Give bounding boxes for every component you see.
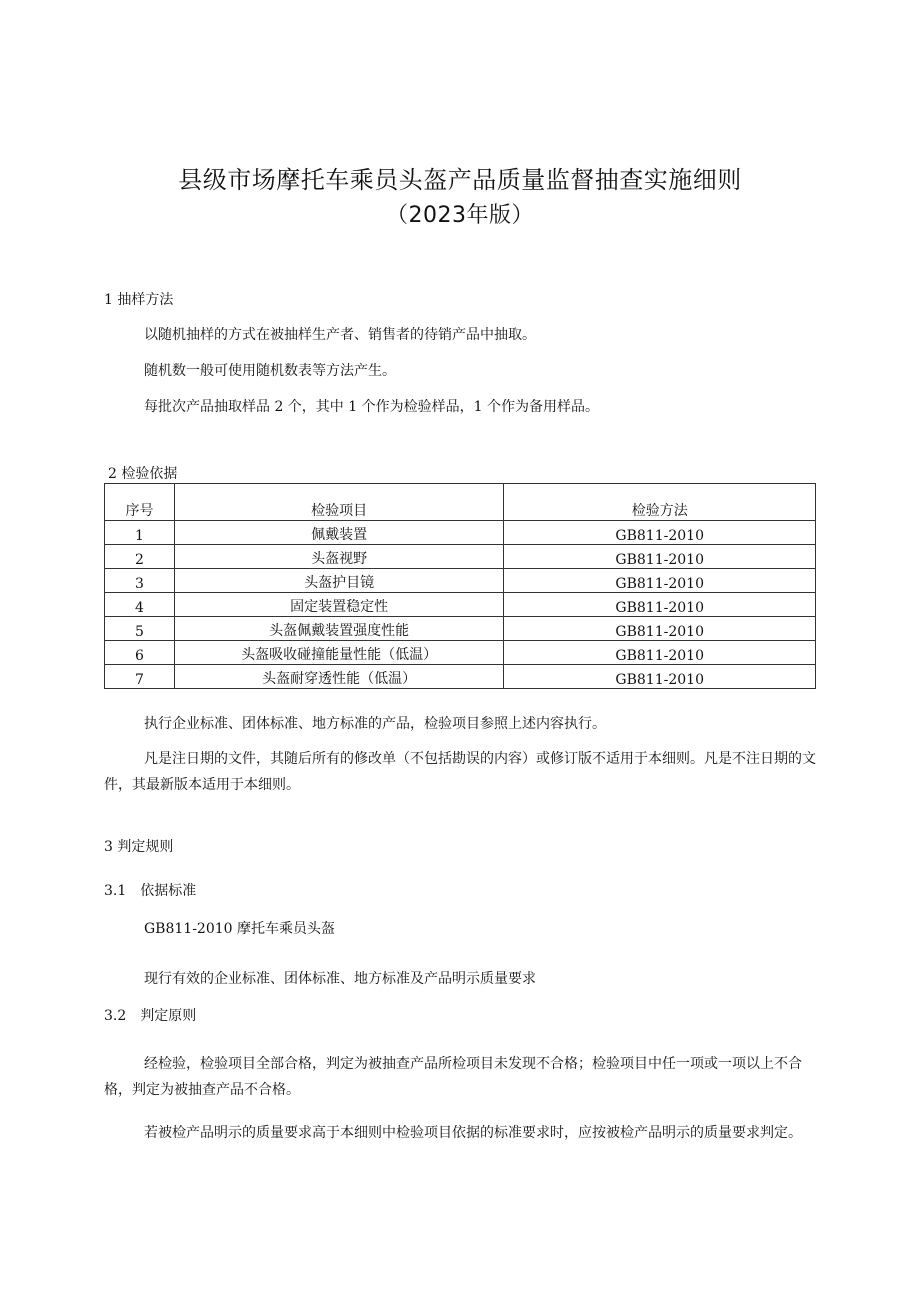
table-row [105,665,816,689]
table-row [105,521,816,545]
table-header-row [105,484,816,521]
section-3-heading: 3 判定规则 [104,839,174,855]
inspection-basis-table [104,483,816,689]
table-cell: GB811-2010 [504,617,816,641]
section-3-2-heading: 3.2 判定原则 [104,1008,197,1024]
table-cell: GB811-2010 [504,593,816,617]
section-1-paragraph: 每批次产品抽取样品 2 个，其中 1 个作为检验样品，1 个作为备用样品。 [144,399,599,415]
table-header-cell: 检验项目 [174,484,504,521]
table-row [105,593,816,617]
table-row [105,569,816,593]
section-3-2-paragraph: 经检验，检验项目全部合格，判定为被抽查产品所检项目未发现不合格；检验项目中任一项或一项以上不合格，判定为被抽查产品不合格。 [104,1056,802,1098]
section-1-paragraph: 随机数一般可使用随机数表等方法产生。 [144,363,396,379]
section-2-paragraph: 执行企业标准、团体标准、地方标准的产品，检验项目参照上述内容执行。 [144,716,606,732]
table-cell: 头盔视野 [174,545,504,569]
section-2-paragraph: 凡是注日期的文件，其随后所有的修改单（不包括勘误的内容）或修订版不适用于本细则。凡是不注日期的文件，其最新版本适用于本细则。 [104,751,816,793]
table-cell: 5 [105,617,175,641]
table-cell: GB811-2010 [504,641,816,665]
table-cell: 头盔吸收碰撞能量性能（低温） [174,641,504,665]
table-cell: 佩戴装置 [174,521,504,545]
section-1-heading: 1 抽样方法 [104,292,174,308]
table-cell: GB811-2010 [504,521,816,545]
document-title: 县级市场摩托车乘员头盔产品质量监督抽查实施细则 [178,166,742,194]
section-3-2-paragraph: 若被检产品明示的质量要求高于本细则中检验项目依据的标准要求时，应按被检产品明示的质量要求判定。 [144,1125,802,1141]
table-cell: 固定装置稳定性 [174,593,504,617]
table-cell: 4 [105,593,175,617]
table-cell: 头盔护目镜 [174,569,504,593]
table-cell: 3 [105,569,175,593]
table-cell: GB811-2010 [504,665,816,689]
section-3-1-heading: 3.1 依据标准 [104,883,197,899]
section-3-1-paragraph: 现行有效的企业标准、团体标准、地方标准及产品明示质量要求 [144,971,536,987]
document-subtitle: （2023年版） [386,203,534,228]
table-header-cell: 序号 [105,484,175,521]
table-cell: 7 [105,665,175,689]
table-cell: 2 [105,545,175,569]
table-row [105,545,816,569]
table-cell: GB811-2010 [504,545,816,569]
table-row [105,641,816,665]
table-cell: GB811-2010 [504,569,816,593]
table-cell: 1 [105,521,175,545]
table-cell: 头盔耐穿透性能（低温） [174,665,504,689]
section-1-paragraph: 以随机抽样的方式在被抽样生产者、销售者的待销产品中抽取。 [144,327,536,343]
table-cell: 头盔佩戴装置强度性能 [174,617,504,641]
table-row [105,617,816,641]
section-3-1-paragraph: GB811-2010 摩托车乘员头盔 [144,921,336,937]
section-2-heading: 2 检验依据 [108,466,178,482]
table-cell: 6 [105,641,175,665]
table-header-cell: 检验方法 [504,484,816,521]
